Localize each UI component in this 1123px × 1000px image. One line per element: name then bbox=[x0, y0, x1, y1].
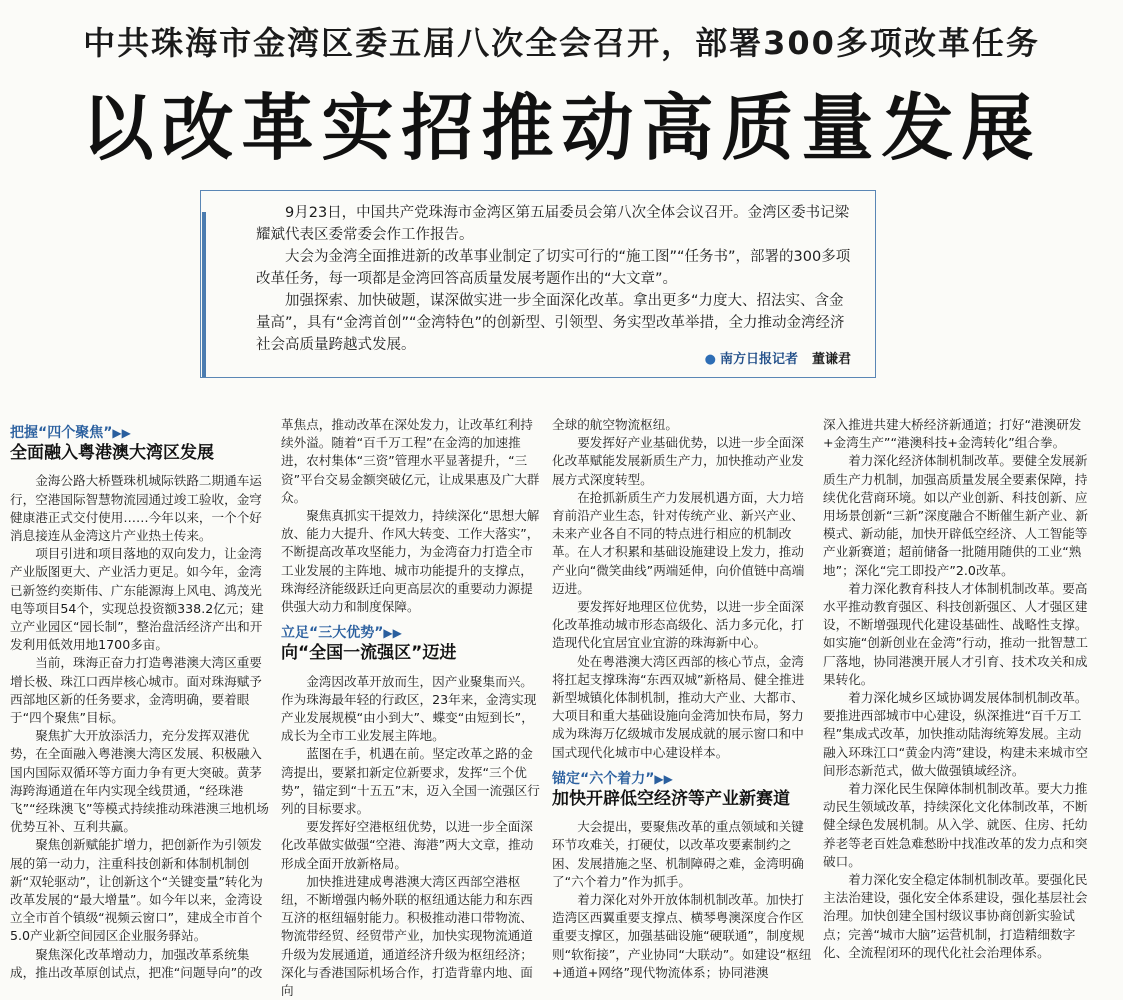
article-headline: 以改革实招推动高质量发展 bbox=[81, 86, 1042, 170]
byline-org: 南方日报记者 bbox=[719, 352, 798, 367]
body-paragraph: 大会提出，要聚焦改革的重点领域和关键环节攻难关，打硬仗，以改革攻要素制约之困、发展措施之坚、机制障碍之难，金湾明确了“六个着力”作为抓手。 bbox=[552, 819, 804, 889]
body-paragraph: 当前，珠海正奋力打造粤港澳大湾区重要增长极、珠江口西岸核心城市。面对珠海赋予西部地区新的任务要求，金湾明确，要着眼于“四个聚焦”目标。 bbox=[10, 655, 262, 726]
column-1 bbox=[10, 416, 273, 980]
body-paragraph: 着力深化经济体制机制改革。要健全发展新质生产力机制，加强高质量发展全要素保障，持续优化营商环境。如以产业创新、科技创新、应用场景创新“三新”深度融合不断催生新产业、新模式、新动能，加快开辟低空经济、人工智能等产业新赛道；超前储备一批随用随供的工业“熟地”；深化“完工即投产”2.0改革。 bbox=[823, 453, 1088, 578]
lead-paragraph: 9月23日，中国共产党珠海市金湾区第五届委员会第八次全体会议召开。金湾区委书记梁耀斌代表区委常委会作工作报告。 bbox=[256, 205, 850, 243]
column-4 bbox=[823, 416, 1093, 960]
body-paragraph: 要发挥好空港枢纽优势，以进一步全面深化改革做实做强“空港、海港”两大文章，推动形成全面开放新格局。 bbox=[281, 819, 534, 871]
body-paragraph: 聚焦深化改革增动力，加强改革系统集成，推出改革原创试点，把准“问题导向”的改 bbox=[10, 946, 263, 980]
double-arrow-icon: ▶▶ bbox=[383, 626, 402, 641]
section-title: 加快开辟低空经济等产业新赛道 bbox=[552, 789, 790, 810]
body-paragraph: 项目引进和项目落地的双向发力，让金湾产业版图更大、产业活力更足。如今年，金湾已新签约奕斯伟、广东能源海上风电、鸿茂光电等项目54个，实现总投资额338.2亿元；建立产业园区“园长制”，整治盘活经济产出和开发利用低效用地1700多亩。 bbox=[10, 546, 264, 653]
double-arrow-icon: ▶▶ bbox=[112, 426, 131, 440]
body-paragraph: 要发挥好产业基础优势，以进一步全面深化改革赋能发展新质生产力，加快推动产业发展方式深度转型。 bbox=[552, 435, 804, 487]
body-paragraph: 着力深化城乡区域协调发展体制机制改革。要推进西部城市中心建设，纵深推进“百千万工程”集成式改革，加快推动陆海统筹发展。主动融入环珠江口“黄金内湾”建设，构建未来城市空间形态新范式，做大做强镇域经济。 bbox=[823, 690, 1088, 778]
double-arrow-icon: ▶▶ bbox=[654, 771, 673, 786]
body-paragraph: 聚焦真抓实干提效力，持续深化“思想大解放、能力大提升、作风大转变、工作大落实”，不断提高改革攻坚能力，为金湾奋力打造全市工业发展的主阵地、城市功能提升的支撑点，珠海经济能级跃迁向更高层次的重要动力源提供强大动力和制度保障。 bbox=[281, 508, 540, 615]
article-subtitle: 中共珠海市金湾区委五届八次全会召开，部署300多项改革任务 bbox=[83, 24, 1040, 62]
column-2 bbox=[281, 416, 544, 999]
lead-paragraph: 加强探索、加快破题，谋深做实进一步全面深化改革。拿出更多“力度大、招法实、含金量高”，具有“金湾首创”“金湾特色”的创新型、引领型、务实型改革举措，全力推动金湾经济社会高质量跨越式发展。 bbox=[256, 293, 845, 353]
body-paragraph: 处在粤港澳大湾区西部的核心节点，金湾将扛起支撑珠海“东西双城”新格局、健全推进新型城镇化体制机制，推动大产业、大都市、大项目和重大基础设施向金湾加快布局，努力成为珠海万亿级城市发展成就的展示窗口和中国式现代化城市中心建设样本。 bbox=[552, 653, 805, 760]
body-paragraph: 加快推进建成粤港澳大湾区西部空港枢纽，不断增强内畅外联的枢纽通达能力和东西互济的枢纽辐射能力。积极推动港口带物流、物流带经贸、经贸带产业，加快实现物流通道升级为发展通道，通道经济升级为枢纽经济；深化与香港国际机场合作，打造背靠内地、面向 bbox=[281, 873, 533, 999]
section-tag: 立足“三大优势”▶▶ bbox=[281, 625, 402, 642]
body-paragraph: 金海公路大桥暨珠机城际铁路二期通车运行，空港国际智慧物流园通过竣工验收，金穹健康港正式交付使用……今年以来，一个个好消息接连从金湾这片产业热土传来。 bbox=[10, 473, 262, 544]
body-paragraph: 着力深化对外开放体制机制改革。加快打造湾区西翼重要支撑点、横琴粤澳深度合作区重要支撑区，加强基础设施“硬联通”，制度规则“软衔接”，产业协同“大联动”。如建设“枢纽+通道+网络”现代物流体系；协同港澳 bbox=[552, 892, 812, 980]
section-title: 向“全国一流强区”迈进 bbox=[281, 643, 457, 664]
body-paragraph: 在抢抓新质生产力发展机遇方面，大力培育前沿产业生态，针对传统产业、新兴产业、未来产业各自不同的特点进行相应的机制改革。在人才积累和基础设施建设上发力，推动产业向“微笑曲线”两端延伸，向价值链中高端迈进。 bbox=[552, 489, 805, 596]
body-paragraph: 全球的航空物流枢纽。 bbox=[552, 417, 678, 432]
body-paragraph: 革焦点，推动改革在深处发力，让改革红利持续外溢。随着“百千万工程”在金湾的加速推进，农村集体“三资”管理水平显著提升，“三资”平台交易金额突破亿元，让成果惠及广大群众。 bbox=[281, 417, 540, 505]
body-paragraph: 聚焦创新赋能扩增力，把创新作为引领发展的第一动力，注重科技创新和体制机制创新“双轮驱动”，让创新这个“关键变量”转化为改革发展的“最大增量”。如今年以来，金湾设立全市首个镇级“视频云窗口”，建成全市首个5.0产业新空间园区企业服务驿站。 bbox=[10, 837, 263, 944]
body-paragraph: 聚焦扩大开放添活力，充分发挥双港优势，在全面融入粤港澳大湾区发展、积极融入国内国际双循环等方面力争有更大突破。黄茅海跨海通道在年内实现全线贯通，“经珠港飞”“经珠澳飞”等模式持续推动珠港澳三地机场优势互补、互利共赢。 bbox=[10, 728, 269, 835]
body-paragraph: 着力深化民生保障体制机制改革。要大力推动民生领域改革，持续深化文化体制改革，不断健全绿色发展机制。从入学、就医、住房、托幼养老等老百姓急难愁盼中找准改革的发力点和突破口。 bbox=[823, 781, 1088, 869]
column-3 bbox=[552, 416, 815, 980]
lead-box bbox=[200, 190, 876, 378]
byline bbox=[705, 348, 851, 367]
body-paragraph: 着力深化安全稳定体制机制改革。要强化民主法治建设，强化安全体系建设，强化基层社会治理。加快创建全国村级议事协商创新实验试点；完善“城市大脑”运营机制，打造精细数字化、全流程闭环的现代化社会治理体系。 bbox=[823, 872, 1088, 960]
byline-name: 董谦君 bbox=[811, 352, 851, 367]
body-paragraph: 深入推进共建大桥经济新通道；打好“港澳研发+金湾生产”“港澳科技+金湾转化”组合拳。 bbox=[823, 417, 1082, 451]
body-paragraph: 要发挥好地理区位优势，以进一步全面深化改革推动城市形态高级化、活力多元化，打造现代化宜居宜业宜游的珠海新中心。 bbox=[552, 599, 804, 651]
body-paragraph: 蓝图在手，机遇在前。坚定改革之路的金湾提出，要紧扣新定位新要求，发挥“三个优势”，锚定到“十五五”末，迈入全国一流强区行列的目标要求。 bbox=[281, 746, 540, 817]
body-paragraph: 着力深化教育科技人才体制机制改革。要高水平推动教育强区、科技创新强区、人才强区建设，不断增强现代化建设基础性、战略性支撑。如实施“创新创业在金湾”行动，推动一批智慧工厂落地，协同港澳开展人才引育、技术攻关和成果转化。 bbox=[823, 580, 1088, 687]
body-paragraph: 金湾因改革开放而生，因产业聚集而兴。作为珠海最年轻的行政区，23年来，金湾实现产业发展规模“由小到大”、蝶变“由短到长”，成长为全市工业发展主阵地。 bbox=[281, 673, 537, 744]
bullet-icon: ● bbox=[704, 352, 716, 367]
section-tag: 锚定“六个着力”▶▶ bbox=[552, 770, 673, 787]
section-title: 全面融入粤港澳大湾区发展 bbox=[10, 443, 214, 464]
lead-paragraph: 大会为金湾全面推进新的改革事业制定了切实可行的“施工图”“任务书”，部署的300多项改革任务，每一项都是金湾回答高质量发展考题作出的“大文章”。 bbox=[256, 249, 851, 287]
section-tag: 把握“四个聚焦”▶▶ bbox=[10, 425, 131, 441]
